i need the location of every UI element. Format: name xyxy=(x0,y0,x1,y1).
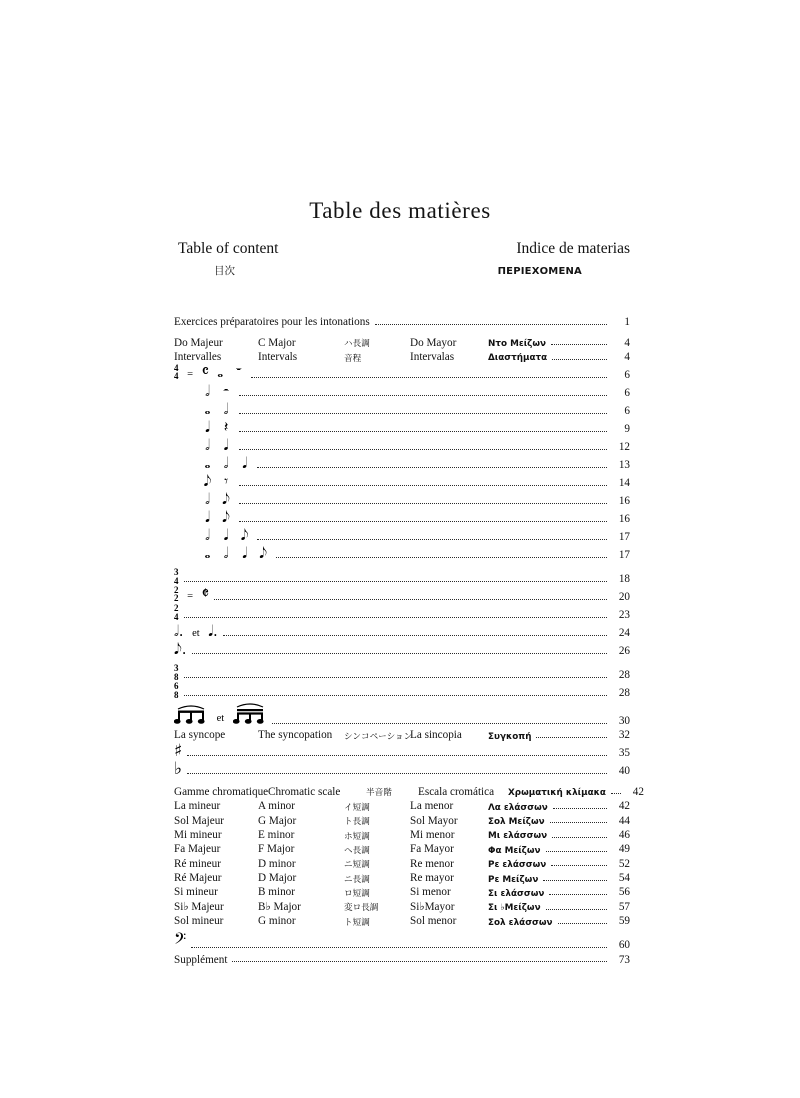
toc-entry[interactable] xyxy=(174,870,630,884)
dot-leader xyxy=(214,599,607,600)
sixteenth-triplet-icon xyxy=(233,703,267,727)
half-note-icon: 𝅗𝅥 xyxy=(223,544,229,563)
page-number: 16 xyxy=(618,512,630,525)
dot-leader xyxy=(558,923,607,924)
entry-label-en: G Major xyxy=(258,814,297,827)
music-figure xyxy=(174,604,179,621)
music-figure xyxy=(174,528,252,543)
toc-entry-music[interactable] xyxy=(174,742,630,760)
page-number: 40 xyxy=(618,765,630,778)
toc-entry[interactable] xyxy=(174,314,630,328)
entry-label-fr: La syncope xyxy=(174,729,226,742)
entry-label-fr: Si♭ Majeur xyxy=(174,900,224,913)
toc-entry-music[interactable] xyxy=(174,639,630,657)
dot-leader xyxy=(552,837,607,838)
dot-leader xyxy=(239,449,607,450)
time-signature-3-8: 3 8 xyxy=(174,663,179,682)
entry-label-en: D minor xyxy=(258,857,296,870)
dot-leader xyxy=(191,947,607,948)
music-figure xyxy=(174,664,179,681)
eighth-note-icon: 𝅘𝅥𝅮 xyxy=(203,472,212,491)
page-number: 18 xyxy=(618,572,630,585)
dot-leader xyxy=(549,894,607,895)
page-number: 42 xyxy=(618,800,630,813)
page-number: 6 xyxy=(624,386,630,399)
quarter-note-icon: 𝅘𝅥 xyxy=(205,508,210,527)
entry-label-en: B♭ Major xyxy=(258,900,301,913)
page-number: 12 xyxy=(618,440,630,453)
entry-label-jp: 変ロ長調 xyxy=(344,903,379,914)
page-number: 16 xyxy=(618,494,630,507)
dot-leader xyxy=(232,961,607,962)
entry-label-jp: ト長調 xyxy=(344,817,370,828)
music-figure xyxy=(174,456,252,471)
toc-entry-music[interactable] xyxy=(174,663,630,681)
dot-leader xyxy=(239,521,607,522)
entry-label-es: Re mayor xyxy=(410,872,454,885)
entry-label: Exercices préparatoires pour les intonations xyxy=(174,316,370,329)
whole-note-icon: 𝅝 xyxy=(204,454,211,473)
entry-label-fr: La mineur xyxy=(174,800,221,813)
eighth-note-icon: 𝅘𝅥𝅮 xyxy=(222,490,230,509)
music-figure xyxy=(174,586,209,604)
title-english: Table of content xyxy=(178,240,279,257)
dot-leader xyxy=(223,635,607,636)
toc-entry-music[interactable] xyxy=(174,399,630,417)
dot-leader xyxy=(552,359,607,360)
page-title: Table des matières xyxy=(309,198,491,223)
quarter-rest-icon: 𝄽 xyxy=(223,418,229,437)
page-number: 20 xyxy=(618,590,630,603)
music-figure xyxy=(174,758,183,779)
dot-leader xyxy=(553,808,607,809)
conjunction-label: et xyxy=(192,627,200,639)
time-signature-2-2: 2 2 xyxy=(174,584,179,604)
whole-note-icon: 𝅝 xyxy=(204,400,211,419)
quarter-note-icon: 𝅘𝅥 xyxy=(223,436,229,455)
entry-label-fr: Si mineur xyxy=(174,886,218,899)
toc-entry[interactable] xyxy=(174,841,630,855)
dotted-quarter-note-icon: 𝅘𝅥. xyxy=(208,621,218,640)
entry-label-gr: Ντο Μείζων xyxy=(488,338,546,349)
page-number: 4 xyxy=(624,336,630,349)
time-signature-2-4: 2 4 xyxy=(174,603,179,622)
page-number: 49 xyxy=(618,843,630,856)
dot-leader xyxy=(187,755,607,756)
entry-label-gr: Σι ♭Μείζων xyxy=(488,903,541,914)
toc-entry-music[interactable] xyxy=(174,760,630,778)
music-figure xyxy=(174,546,271,561)
page-number: 26 xyxy=(618,644,630,657)
entry-label-gr: Σολ Μείζων xyxy=(488,816,545,827)
entry-label-gr: Λα ελάσσων xyxy=(488,802,548,813)
half-note-icon: 𝅗𝅥 xyxy=(223,454,229,473)
entry-label-fr: Gamme chromatique xyxy=(174,785,269,798)
entry-label-en: C Major xyxy=(258,336,296,349)
time-signature-6-8: 6 8 xyxy=(174,681,179,700)
quarter-note-icon: 𝅘𝅥 xyxy=(242,454,248,473)
time-signature-4-4: 4 4 xyxy=(174,362,179,382)
toc-entry-music[interactable] xyxy=(174,681,630,699)
entry-label: Supplément xyxy=(174,953,228,966)
eighth-note-icon: 𝅘𝅥𝅮 xyxy=(259,544,268,563)
page-number: 57 xyxy=(618,900,630,913)
half-note-icon: 𝅗𝅥 xyxy=(223,400,229,419)
eighth-note-icon: 𝅘𝅥𝅮 xyxy=(222,508,230,527)
entry-label-fr: Fa Majeur xyxy=(174,843,221,856)
entry-label-en: B minor xyxy=(258,886,295,899)
music-figure xyxy=(174,932,186,951)
quarter-note-icon: 𝅘𝅥 xyxy=(223,526,229,545)
entry-label-en: D Major xyxy=(258,872,297,885)
whole-note-icon: 𝅝 xyxy=(217,363,224,382)
entry-label-fr: Mi mineur xyxy=(174,828,222,841)
toc-entry[interactable] xyxy=(174,899,630,913)
entry-label-gr: Χρωματική κλίμακα xyxy=(508,788,606,799)
toc-entry-music[interactable] xyxy=(174,621,630,639)
music-figure xyxy=(174,703,267,727)
page-number: 17 xyxy=(618,548,630,561)
dot-leader xyxy=(192,653,607,654)
table-of-contents xyxy=(174,314,644,966)
music-figure xyxy=(174,642,187,657)
music-figure xyxy=(174,740,183,761)
page-number: 73 xyxy=(618,953,630,966)
dot-leader xyxy=(239,413,607,414)
entry-label-en: F Major xyxy=(258,843,295,856)
equals-sign: = xyxy=(187,591,193,603)
dot-leader xyxy=(551,865,607,866)
page-number: 13 xyxy=(618,458,630,471)
page-number: 32 xyxy=(618,729,630,742)
page-number: 42 xyxy=(632,785,644,798)
entry-label-jp: ヘ長調 xyxy=(344,845,370,856)
sharp-sign-icon: ♯ xyxy=(174,740,183,761)
entry-label-fr: Sol mineur xyxy=(174,915,224,928)
toc-entry-music[interactable] xyxy=(174,381,630,399)
eighth-triplet-icon xyxy=(174,703,208,727)
title-spanish: Indice de materias xyxy=(516,240,630,257)
toc-entry-music[interactable] xyxy=(174,489,630,507)
dot-leader xyxy=(239,503,607,504)
music-figure xyxy=(174,510,234,525)
music-figure xyxy=(174,364,246,382)
entry-label-jp: ホ短調 xyxy=(344,831,370,842)
entry-label-fr: Intervalles xyxy=(174,350,222,363)
music-figure xyxy=(174,402,234,417)
toc-entry-music[interactable] xyxy=(174,567,630,585)
entry-label-es: La sincopia xyxy=(410,729,462,742)
entry-label-en: The syncopation xyxy=(258,729,333,742)
toc-entry[interactable] xyxy=(174,334,630,348)
entry-label-jp: 半音階 xyxy=(366,788,392,799)
page-number: 35 xyxy=(618,747,630,760)
title-japanese: 目次 xyxy=(214,265,235,277)
whole-note-icon: 𝅝 xyxy=(204,544,211,563)
half-rest-icon: 𝄼 xyxy=(223,382,229,401)
music-figure xyxy=(174,682,179,699)
cut-time-icon: 𝄵 xyxy=(201,584,210,605)
dot-leader xyxy=(611,793,621,794)
page-number: 46 xyxy=(618,828,630,841)
page-number: 30 xyxy=(618,714,630,727)
quarter-note-icon: 𝅘𝅥 xyxy=(242,544,248,563)
entry-label-jp: 音程 xyxy=(344,353,362,364)
music-figure xyxy=(174,420,234,435)
entry-label-jp: イ短調 xyxy=(344,802,370,813)
entry-label-gr: Ρε ελάσσων xyxy=(488,860,547,871)
entry-label-es: Si menor xyxy=(410,886,451,899)
flat-sign-icon: ♭ xyxy=(174,758,183,779)
entry-label-jp: ニ短調 xyxy=(344,860,370,871)
entry-label-fr: Ré mineur xyxy=(174,857,221,870)
dot-leader xyxy=(546,851,608,852)
page-number: 4 xyxy=(624,350,630,363)
toc-entry[interactable] xyxy=(174,784,644,799)
entry-label-en: A minor xyxy=(258,800,295,813)
dot-leader xyxy=(550,822,607,823)
half-note-icon: 𝅗𝅥 xyxy=(205,436,210,455)
entry-label-gr: Σολ ελάσσων xyxy=(488,917,553,928)
entry-label-es: Re menor xyxy=(410,857,454,870)
toc-entry[interactable] xyxy=(174,727,630,741)
toc-entry[interactable] xyxy=(174,951,630,965)
dot-leader xyxy=(239,485,607,486)
dot-leader xyxy=(239,431,607,432)
entry-label-es: Fa Mayor xyxy=(410,843,454,856)
toc-entry-music[interactable] xyxy=(174,417,630,435)
music-figure xyxy=(174,384,234,399)
entry-label-fr: Ré Majeur xyxy=(174,872,222,885)
title-greek: ΠΕΡΙΕΧΟΜΕΝΑ xyxy=(497,266,582,277)
toc-entry-music[interactable] xyxy=(174,363,630,381)
toc-entry-music[interactable] xyxy=(174,507,630,525)
dot-leader xyxy=(184,677,608,678)
entry-label-es: Si♭Mayor xyxy=(410,900,455,913)
toc-entry-music[interactable] xyxy=(174,705,630,727)
entry-label-en: Chromatic scale xyxy=(268,785,341,798)
entry-label-gr: Σι ελάσσων xyxy=(488,888,545,899)
equals-sign: = xyxy=(187,369,193,381)
toc-entry-music[interactable] xyxy=(174,585,630,603)
toc-entry-music[interactable] xyxy=(174,525,630,543)
entry-label-fr: Do Majeur xyxy=(174,336,223,349)
half-note-icon: 𝅗𝅥 xyxy=(205,382,210,401)
entry-label-gr: Διαστήματα xyxy=(488,353,548,364)
music-figure xyxy=(174,438,234,453)
dot-leader xyxy=(184,617,608,618)
entry-label-fr: Sol Majeur xyxy=(174,814,225,827)
page-number: 56 xyxy=(618,886,630,899)
dot-leader xyxy=(184,695,608,696)
entry-label-es: Do Mayor xyxy=(410,336,457,349)
page-number: 6 xyxy=(624,404,630,417)
entry-label-es: La menor xyxy=(410,800,454,813)
page-number: 1 xyxy=(624,316,630,329)
toc-entry-music[interactable] xyxy=(174,930,630,953)
music-figure xyxy=(174,474,234,489)
music-figure xyxy=(174,492,234,507)
toc-entry[interactable] xyxy=(174,884,630,898)
music-figure xyxy=(174,621,218,640)
entry-label-es: Sol Mayor xyxy=(410,814,458,827)
entry-label-jp: ロ短調 xyxy=(344,889,370,900)
dot-leader xyxy=(276,557,607,558)
toc-entry[interactable] xyxy=(174,798,630,812)
page-number: 60 xyxy=(618,939,630,952)
entry-label-en: Intervals xyxy=(258,350,298,363)
toc-entry[interactable] xyxy=(174,856,630,870)
page-number: 28 xyxy=(618,668,630,681)
eighth-note-icon: 𝅘𝅥𝅮 xyxy=(240,526,249,545)
toc-entry-music[interactable] xyxy=(174,471,630,489)
entry-label-gr: Συγκοπή xyxy=(488,731,532,742)
entry-label-gr: Ρε Μείζων xyxy=(488,874,539,885)
dot-leader xyxy=(187,773,607,774)
page-number: 54 xyxy=(618,872,630,885)
heading-row-other-scripts xyxy=(178,263,630,278)
page-number: 28 xyxy=(618,686,630,699)
conjunction-label: et xyxy=(216,712,225,724)
toc-entry-music[interactable] xyxy=(174,543,630,561)
entry-label-es: Mi menor xyxy=(410,828,455,841)
half-note-icon: 𝅗𝅥 xyxy=(205,490,210,509)
entry-label-jp: ハ長調 xyxy=(344,339,370,350)
whole-rest-icon: 𝄻 xyxy=(235,363,242,382)
entry-label-jp: シンコペーション xyxy=(344,731,413,742)
page-number: 59 xyxy=(618,915,630,928)
dot-leader xyxy=(546,909,607,910)
half-note-icon: 𝅗𝅥 xyxy=(205,526,210,545)
page-number: 52 xyxy=(618,857,630,870)
eighth-rest-icon: 𝄾 xyxy=(224,472,229,491)
dotted-half-note-icon: 𝅗𝅥. xyxy=(174,621,184,640)
time-signature-3-4: 3 4 xyxy=(174,567,179,586)
dot-leader xyxy=(257,539,607,540)
page-number: 9 xyxy=(624,422,630,435)
dot-leader xyxy=(272,723,607,724)
dot-leader xyxy=(257,467,607,468)
entry-label-jp: ト短調 xyxy=(344,917,370,928)
quarter-note-icon: 𝅘𝅥 xyxy=(205,418,210,437)
dot-leader xyxy=(251,377,607,378)
entry-label-gr: Μι ελάσσων xyxy=(488,831,548,842)
bass-clef-icon: 𝄢 xyxy=(174,930,187,953)
entry-label-es: Sol menor xyxy=(410,915,457,928)
dot-leader xyxy=(375,324,607,325)
common-time-icon: 𝄴 xyxy=(201,362,210,383)
toc-entry-music[interactable] xyxy=(174,603,630,621)
page-number: 44 xyxy=(618,814,630,827)
heading-row-latin xyxy=(178,240,630,258)
page-number: 23 xyxy=(618,608,630,621)
toc-entry[interactable] xyxy=(174,913,630,927)
entry-label-jp: ニ長調 xyxy=(344,874,370,885)
dotted-eighth-note-icon: 𝅘𝅥𝅮. xyxy=(174,640,187,659)
toc-entry[interactable] xyxy=(174,349,630,363)
entry-label-es: Intervalas xyxy=(410,350,455,363)
entry-label-en: E minor xyxy=(258,828,295,841)
dot-leader xyxy=(239,395,607,396)
page-number: 14 xyxy=(618,476,630,489)
entry-label-es: Escala cromática xyxy=(418,785,495,798)
dot-leader xyxy=(536,737,607,738)
dot-leader xyxy=(543,880,607,881)
dot-leader xyxy=(184,581,608,582)
page-number: 6 xyxy=(624,368,630,381)
toc-entry-music[interactable] xyxy=(174,435,630,453)
page-number: 24 xyxy=(618,626,630,639)
toc-entry-music[interactable] xyxy=(174,453,630,471)
toc-entry[interactable] xyxy=(174,812,630,826)
page-number: 17 xyxy=(618,530,630,543)
toc-entry[interactable] xyxy=(174,827,630,841)
music-figure xyxy=(174,568,179,585)
entry-label-gr: Φα Μείζων xyxy=(488,845,541,856)
entry-label-en: G minor xyxy=(258,915,296,928)
dot-leader xyxy=(551,344,607,345)
